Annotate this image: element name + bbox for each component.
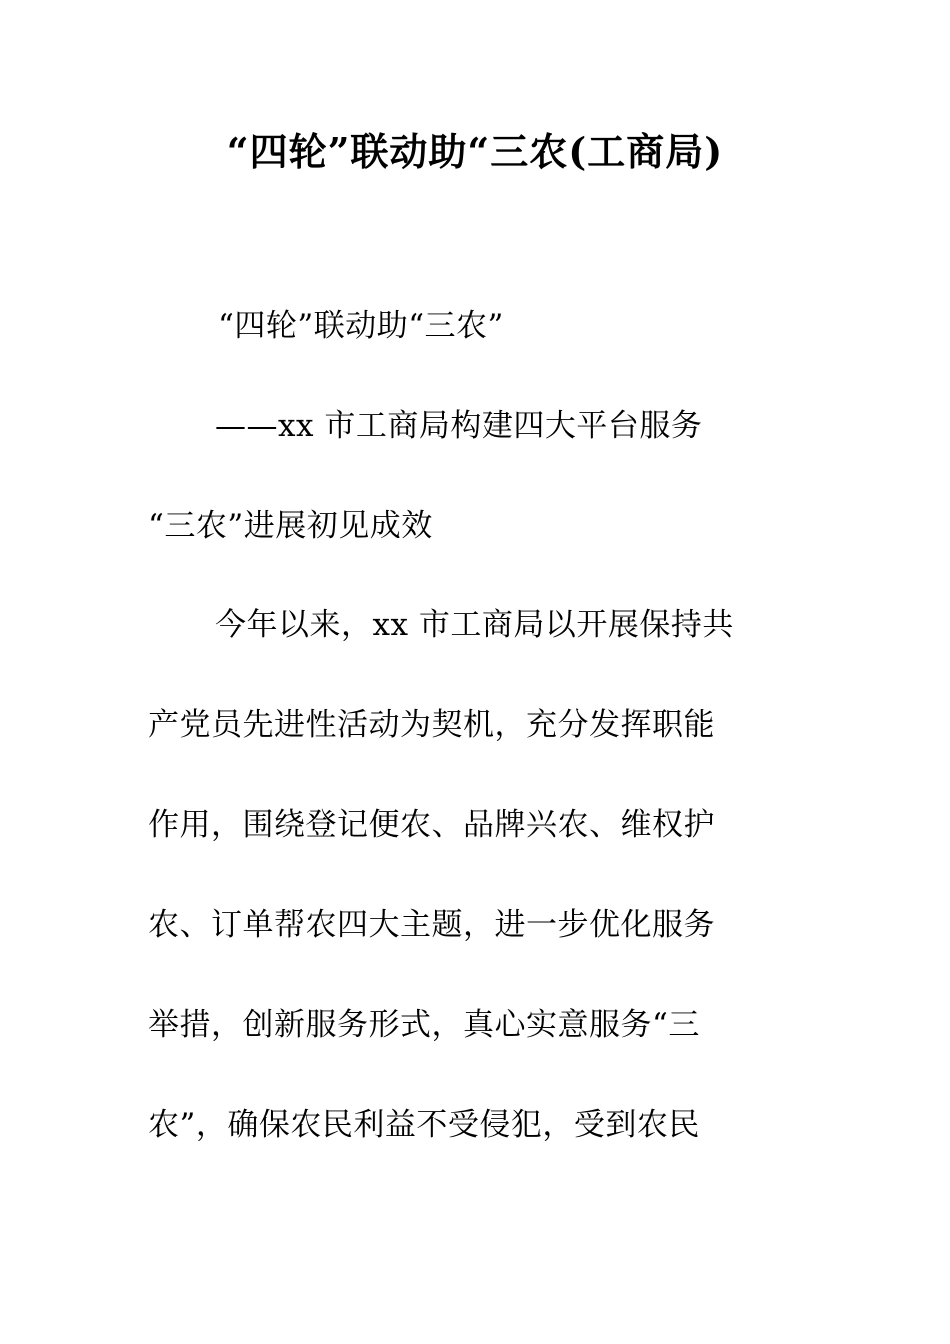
body-line: 农”，确保农民利益不受侵犯，受到农民 bbox=[148, 1107, 700, 1143]
body-line: 作用，围绕登记便农、品牌兴农、维权护 bbox=[148, 807, 715, 843]
document-title: “四轮”联动助“三农(工商局) bbox=[226, 129, 724, 174]
document-subtitle: “四轮”联动助“三农” bbox=[218, 308, 504, 344]
body-line: 产党员先进性活动为契机，充分发挥职能 bbox=[148, 707, 715, 743]
body-line: 农、订单帮农四大主题，进一步优化服务 bbox=[148, 907, 715, 943]
subheading-line: “三农”进展初见成效 bbox=[148, 508, 433, 544]
body-line: 今年以来，xx 市工商局以开展保持共 bbox=[215, 607, 734, 643]
subheading-line: ——xx 市工商局构建四大平台服务 bbox=[215, 408, 703, 444]
body-line: 举措，创新服务形式，真心实意服务“三 bbox=[148, 1007, 700, 1043]
